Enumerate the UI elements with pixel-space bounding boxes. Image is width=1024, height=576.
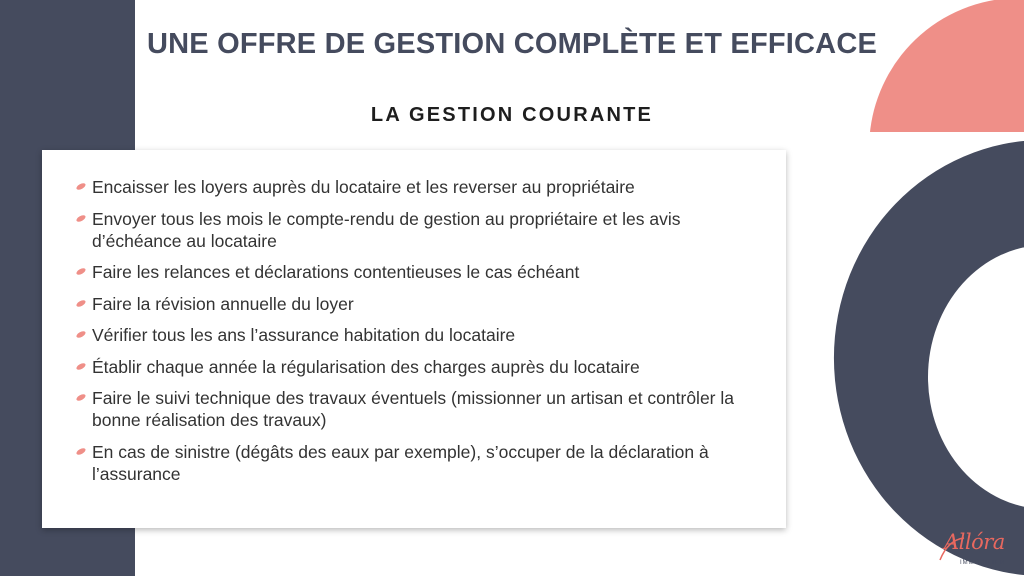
leaf-bullet-icon bbox=[75, 267, 86, 276]
brand-logo bbox=[938, 530, 1014, 572]
slide-title: UNE OFFRE DE GESTION COMPLÈTE ET EFFICACE bbox=[146, 28, 877, 60]
leaf-bullet-icon bbox=[75, 361, 86, 370]
leaf-bullet-icon bbox=[75, 446, 86, 455]
list-item: Encaisser les loyers auprès du locataire et les reverser au propriétaire bbox=[76, 176, 756, 198]
navy-ring-shape bbox=[834, 140, 1024, 576]
leaf-bullet-icon bbox=[75, 330, 86, 339]
leaf-bullet-icon bbox=[75, 213, 86, 222]
section-subtitle: LA GESTION COURANTE bbox=[370, 104, 654, 126]
content-card bbox=[42, 150, 786, 528]
list-item: Envoyer tous les mois le compte-rendu de gestion au propriétaire et les avis d’échéance au locataire bbox=[76, 208, 756, 252]
list-item: Vérifier tous les ans l’assurance habitation du locataire bbox=[76, 324, 756, 346]
list-item: Faire le suivi technique des travaux éventuels (missionner un artisan et contrôler la bonne réalisation des travaux) bbox=[76, 387, 756, 431]
list-item: Faire les relances et déclarations contentieuses le cas échéant bbox=[76, 261, 756, 283]
logo-wordmark: Allóra bbox=[944, 530, 1005, 554]
task-list bbox=[42, 150, 786, 485]
logo-tagline: IMMOBILIER bbox=[960, 560, 1006, 566]
leaf-bullet-icon bbox=[75, 393, 86, 402]
list-item: Faire la révision annuelle du loyer bbox=[76, 293, 756, 315]
leaf-bullet-icon bbox=[75, 182, 86, 191]
list-item: Établir chaque année la régularisation des charges auprès du locataire bbox=[76, 356, 756, 378]
list-item: En cas de sinistre (dégâts des eaux par exemple), s’occuper de la déclaration à l’assurance bbox=[76, 441, 756, 485]
leaf-bullet-icon bbox=[75, 298, 86, 307]
coral-half-circle-shape bbox=[870, 0, 1024, 132]
